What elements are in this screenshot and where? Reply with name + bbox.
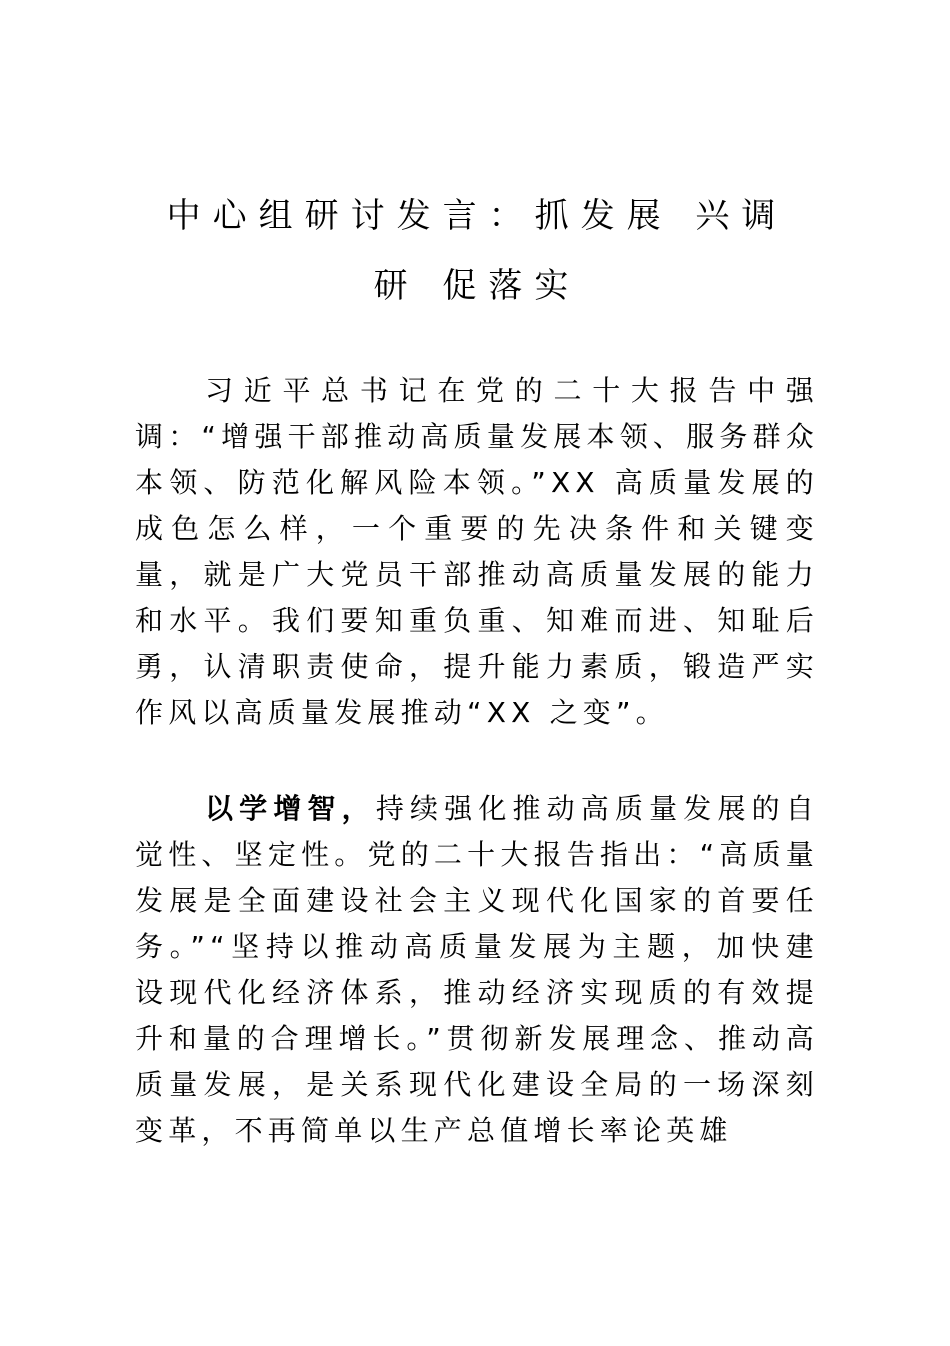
document-title-line-1: 中心组研讨发言：抓发展 兴调 (166, 196, 788, 236)
body-paragraph-2 (135, 786, 819, 1154)
paragraph-2-lead: 以学增智， (205, 792, 376, 825)
paragraph-2-body: 持续强化推动高质量发展的自觉性、坚定性。党的二十大报告指出：“高质量发展是全面建设社会主义现代化国家的首要任务。”“坚持以推动高质量发展为主题，加快建设现代化经济体系，推动经济实现质的有效提升和量的合理增长。”贯彻新发展理念、推动高质量发展，是关系现代化建设全局的一场深刻变革，不再简单以生产总值增长率论英雄 (135, 792, 819, 1147)
document-title-line-2: 研 促落实 (373, 266, 581, 306)
body-paragraph-1: 习近平总书记在党的二十大报告中强调：“增强干部推动高质量发展本领、服务群众本领、防范化解风险本领。”XX 高质量发展的成色怎么样，一个重要的先决条件和关键变量，就是广大党员干部推动高质量发展的能力和水平。我们要知重负重、知难而进、知耻后勇，认清职责使命，提升能力素质，锻造严实作风以高质量发展推动“XX 之变”。 (135, 374, 819, 729)
